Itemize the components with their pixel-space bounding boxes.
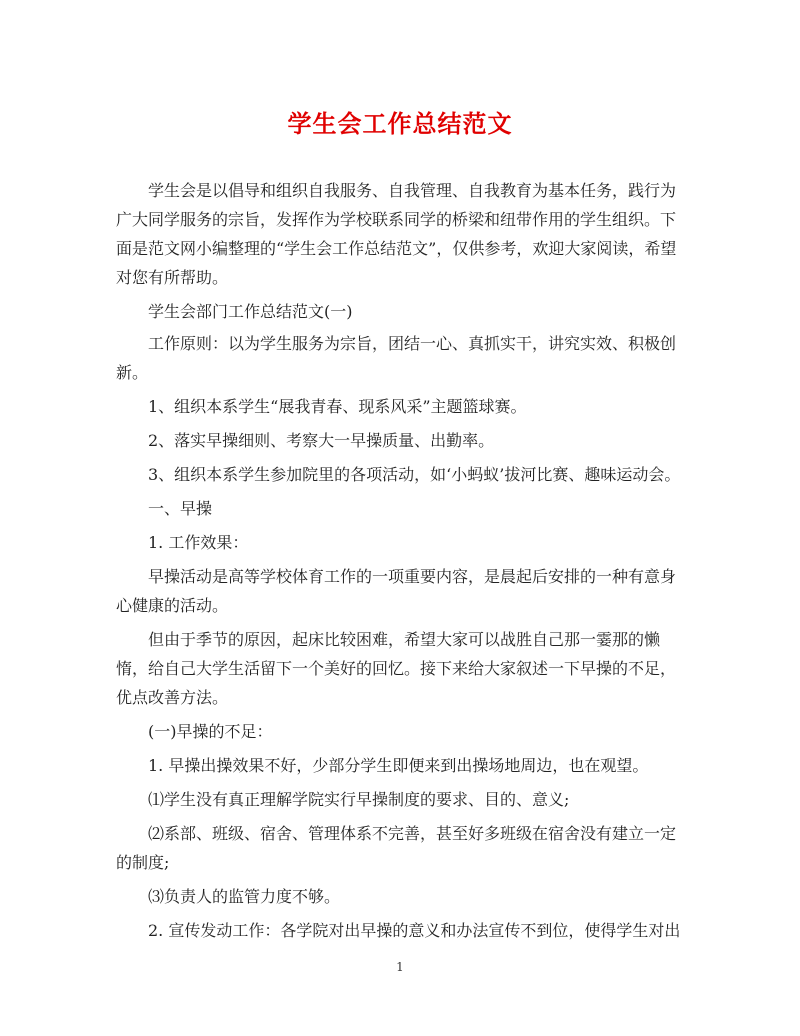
page-number: 1 [396, 960, 404, 974]
list-item: ⑴学生没有真正理解学院实行早操制度的要求、目的、意义; [148, 790, 570, 809]
list-item: ⑶负责人的监管力度不够。 [148, 887, 341, 906]
subsection-heading: 一、早操 [148, 499, 213, 518]
subsection-heading: (一)早操的不足： [148, 722, 273, 741]
list-item: 2、落实早操细则、考察大一早操质量、出勤率。 [148, 431, 495, 450]
body-paragraph: 早操活动是高等学校体育工作的一项重要内容，是晨起后安排的一种有意身心健康的活动。 [116, 567, 677, 615]
body-paragraph: 但由于季节的原因，起床比较困难，希望大家可以战胜自己那一霎那的懒惰，给自己大学生活留下一个美好的回忆。接下来给大家叙述一下早操的不足，优点改善方法。 [116, 630, 677, 707]
list-item: ⑵系部、班级、宿舍、管理体系不完善，甚至好多班级在宿舍没有建立一定的制度; [116, 824, 677, 872]
subsection-heading: 1. 工作效果： [148, 533, 249, 552]
document-body [116, 176, 686, 950]
list-item: 2. 宣传发动工作：各学院对出早操的意义和办法宣传不到位，使得学生对出 [148, 921, 681, 940]
intro-paragraph: 学生会是以倡导和组织自我服务、自我管理、自我教育为基本任务，践行为广大同学服务的宗旨，发挥作为学校联系同学的桥梁和纽带作用的学生组织。下面是范文网小编整理的“学生会工作总结范文”，仅供参考，欢迎大家阅读，希望对您有所帮助。 [116, 181, 677, 287]
section-heading: 学生会部门工作总结范文(一) [148, 302, 353, 321]
list-item: 3、组织本系学生参加院里的各项活动，如‘小蚂蚁’拔河比赛、趣味运动会。 [148, 465, 681, 484]
work-principle-paragraph: 工作原则：以为学生服务为宗旨，团结一心、真抓实干，讲究实效、积极创新。 [116, 334, 677, 382]
document-title: 学生会工作总结范文 [287, 109, 513, 138]
list-item: 1、组织本系学生“展我青春、现系风采”主题篮球赛。 [148, 397, 527, 416]
list-item: 1. 早操出操效果不好，少部分学生即便来到出操场地周边，也在观望。 [148, 756, 649, 775]
